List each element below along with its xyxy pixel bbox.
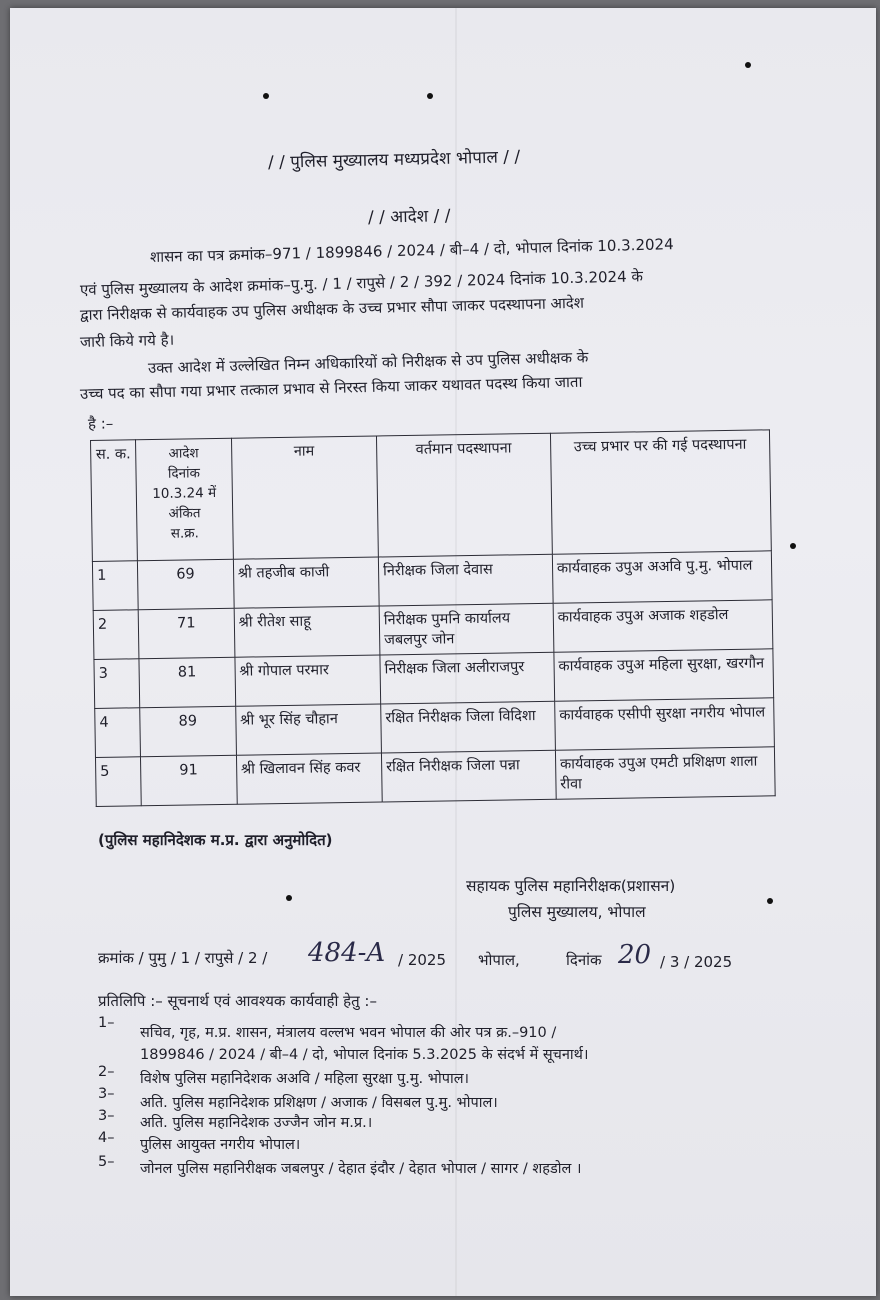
cell-current-posting: रक्षित निरीक्षक जिला विदिशा [381,701,556,753]
hole-mark [767,898,773,904]
col-header-name: नाम [231,436,378,559]
table-row [95,747,775,807]
cell-current-posting: निरीक्षक जिला अलीराजपुर [380,652,555,704]
intro-line: जारी किये गये है। [79,330,175,351]
cell-name: श्री खिलावन सिंह कवर [236,753,382,804]
cell-higher-charge-posting: कार्यवाहक एसीपी सुरक्षा नगरीय भोपाल [555,698,775,750]
copy-item-text: पुलिस आयुक्त नगरीय भोपाल। [140,1137,301,1153]
copy-item-number: 3– [98,1086,115,1102]
posting-table [90,429,776,807]
cell-sno: 4 [95,708,141,758]
hole-mark [286,895,292,901]
cell-order-sno: 89 [140,706,236,756]
cell-order-sno: 81 [139,657,235,707]
intro-line: शासन का पत्र क्रमांक–971 / 1899846 / 2024 / बी–4 / दो, भोपाल दिनांक 10.3.2024 [149,235,674,266]
copy-item-text: सचिव, गृह, म.प्र. शासन, मंत्रालय वल्लभ भवन भोपाल की ओर पत्र क्र.–910 / [140,1025,557,1041]
copy-item-text: विशेष पुलिस महानिदेशक अअवि / महिला सुरक्षा पु.मु. भोपाल। [140,1071,470,1087]
reference-place: भोपाल, [478,951,520,969]
header-line: 10.3.24 में [152,485,217,503]
cell-higher-charge-posting: कार्यवाहक उपुअ अअवि पु.मु. भोपाल [552,551,772,603]
cell-sno: 5 [95,757,141,807]
approval-note: (पुलिस महानिदेशक म.प्र. द्वारा अनुमोदित) [98,831,333,849]
intro-line: एवं पुलिस मुख्यालय के आदेश क्रमांक–पु.मु. / 1 / रापुसे / 2 / 392 / 2024 दिनांक 10.3.2024 के [79,267,644,299]
cell-name: श्री भूर सिंह चौहान [235,704,381,755]
copy-item-text: 1899846 / 2024 / बी–4 / दो, भोपाल दिनांक 5.3.2025 के संदर्भ में सूचनार्थ। [140,1047,589,1063]
intro-line: है :– [87,414,114,433]
reference-date-rest: / 3 / 2025 [660,953,733,971]
signatory-office: पुलिस मुख्यालय, भोपाल [508,903,646,921]
signatory-designation: सहायक पुलिस महानिरीक्षक(प्रशासन) [466,877,676,895]
table-header-row [91,430,772,562]
col-header-order-sno [136,438,234,560]
header-line: अंकित [168,505,201,522]
hole-mark [427,93,433,99]
copy-to-heading: प्रतिलिपि :– सूचनार्थ एवं आवश्यक कार्यवाही हेतु :– [98,992,377,1010]
cell-higher-charge-posting: कार्यवाहक उपुअ एमटी प्रशिक्षण शाला रीवा [555,747,775,799]
col-header-higher-charge-posting: उच्च प्रभार पर की गई पदस्थापना [550,430,771,554]
hole-mark [745,62,751,68]
cell-order-sno: 69 [137,559,233,609]
cell-higher-charge-posting: कार्यवाहक उपुअ अजाक शहडोल [553,600,773,652]
header-title: / / पुलिस मुख्यालय मध्यप्रदेश भोपाल / / [267,147,521,173]
cell-sno: 1 [92,561,138,611]
cell-name: श्री गोपाल परमार [235,655,381,706]
copy-item-number: 1– [98,1015,115,1031]
intro-line: उक्त आदेश में उल्लेखित निम्न अधिकारियों को निरीक्षक से उप पुलिस अधीक्षक के [147,348,589,377]
cell-name: श्री रीतेश साहू [234,606,380,657]
hole-mark [263,93,269,99]
cell-current-posting: रक्षित निरीक्षक जिला पन्ना [381,750,556,802]
cell-order-sno: 71 [138,608,234,658]
header-line: दिनांक [167,465,201,482]
copy-item-text: अति. पुलिस महानिदेशक प्रशिक्षण / अजाक / विसबल पु.मु. भोपाल। [140,1095,498,1111]
reference-prefix: क्रमांक / पुमु / 1 / रापुसे / 2 / [98,949,268,967]
cell-higher-charge-posting: कार्यवाहक उपुअ महिला सुरक्षा, खरगौन [554,649,774,701]
hole-mark [790,543,796,549]
cell-sno: 2 [93,610,139,660]
col-header-sno: स. क. [91,440,138,562]
intro-line: उच्च पद का सौपा गया प्रभार तत्काल प्रभाव से निरस्त किया जाकर यथावत पदस्थ किया जाता [79,372,583,403]
cell-current-posting: निरीक्षक जिला देवास [378,554,553,606]
header-line: आदेश [168,445,199,462]
copy-item-number: 3– [98,1108,115,1124]
reference-year: / 2025 [398,951,446,969]
handwritten-date-day: 20 [618,940,652,970]
intro-line: द्वारा निरीक्षक से कार्यवाहक उप पुलिस अधीक्षक के उच्च प्रभार सौपा जाकर पदस्थापना आदेश [79,293,585,324]
copy-item-text: जोनल पुलिस महानिरीक्षक जबलपुर / देहात इंदौर / देहात भोपाल / सागर / शहडोल । [140,1161,582,1177]
copy-item-text: अति. पुलिस महानिदेशक उज्जैन जोन म.प्र.। [140,1115,373,1131]
copy-item-number: 5– [98,1154,115,1170]
copy-item-number: 4– [98,1130,115,1146]
order-title: / / आदेश / / [367,206,451,228]
copy-item-number: 2– [98,1064,115,1080]
cell-sno: 3 [94,659,140,709]
cell-name: श्री तहजीब काजी [233,557,379,608]
header-line: स.क्र. [170,525,200,542]
reference-date-label: दिनांक [566,951,602,969]
cell-order-sno: 91 [141,755,237,805]
handwritten-order-number: 484-A [308,938,386,968]
cell-current-posting: निरीक्षक पुमनि कार्यालय जबलपुर जोन [379,603,554,655]
col-header-current-posting: वर्तमान पदस्थापना [376,433,552,557]
